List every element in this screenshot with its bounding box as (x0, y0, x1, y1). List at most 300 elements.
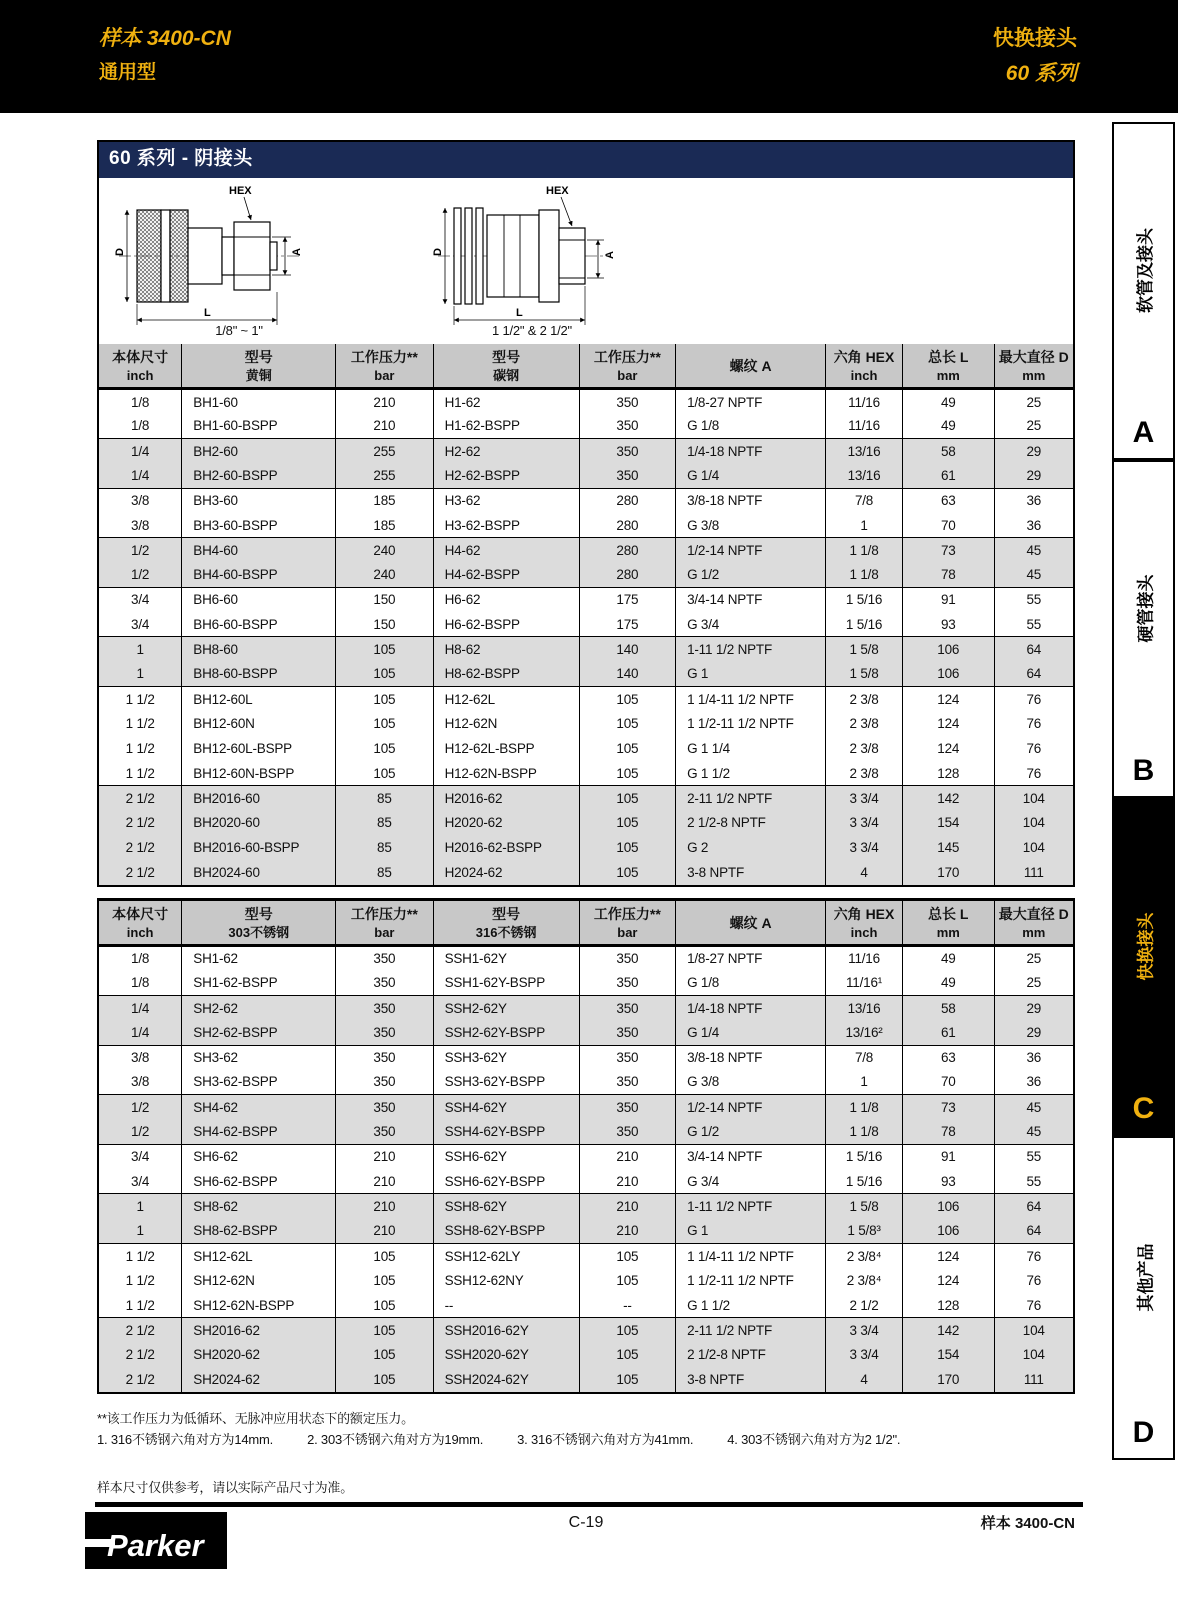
table-cell: 280 (579, 488, 675, 513)
table-cell: 106 (903, 1194, 995, 1219)
table-row (99, 860, 1073, 885)
table-cell: G 3/4 (676, 612, 826, 637)
table-cell: SSH6-62Y-BSPP (433, 1169, 579, 1194)
sidebar-tab-label: 快换接头 (1136, 912, 1155, 980)
footer-rule (95, 1502, 1083, 1507)
table-cell: 185 (336, 488, 433, 513)
table-cell: 36 (994, 1045, 1073, 1070)
table-cell: 25 (994, 946, 1073, 971)
table-cell: BH2024-60 (182, 860, 336, 885)
column-header: 六角 HEX inch (826, 344, 903, 389)
table-cell: 105 (336, 711, 433, 736)
table-cell: 105 (579, 1243, 675, 1268)
table-row (99, 786, 1073, 811)
column-header: 型号 黄铜 (182, 344, 336, 389)
table-cell: 63 (903, 488, 995, 513)
dim-label-l: L (204, 307, 211, 319)
table-cell: 11/16 (826, 389, 903, 414)
table-cell: 1/4-18 NPTF (676, 439, 826, 464)
footnotes (97, 1409, 1075, 1450)
dimension-disclaimer: 样本尺寸仅供参考，请以实际产品尺寸为准。 (97, 1480, 354, 1496)
table-cell: 105 (336, 637, 433, 662)
table-cell: 105 (579, 835, 675, 860)
table-cell: 1/8 (131, 951, 150, 967)
table-cell: H8-62-BSPP (433, 662, 579, 687)
table-cell: BH2-60-BSPP (182, 463, 336, 488)
table-cell: 350 (579, 1070, 675, 1095)
table-cell: 1/8 (131, 418, 150, 434)
page-content (97, 140, 1075, 1496)
table-cell: 105 (336, 1367, 433, 1392)
masthead-bar (0, 0, 1178, 113)
table-cell: 78 (903, 563, 995, 588)
table-row (99, 1144, 1073, 1169)
hex-label: HEX (229, 185, 252, 197)
table-cell: 142 (903, 1318, 995, 1343)
table-cell: BH2016-60 (182, 786, 336, 811)
table-cell: 3/8 (131, 1074, 150, 1090)
table-cell: 49 (903, 414, 995, 439)
table-cell: 1 1/4-11 1/2 NPTF (676, 687, 826, 712)
table-cell: 350 (336, 971, 433, 996)
dim-label-d: D (432, 248, 444, 256)
section-title: 60 系列 - 阴接头 (99, 142, 1073, 178)
table-cell: SSH2020-62Y (433, 1343, 579, 1368)
sidebar-tab-hose-fittings (1112, 122, 1175, 460)
table-cell: 36 (994, 1070, 1073, 1095)
table-cell: SSH4-62Y-BSPP (433, 1119, 579, 1144)
table-cell: SSH8-62Y (433, 1194, 579, 1219)
table-cell: 104 (994, 1318, 1073, 1343)
table-cell: 13/16² (826, 1020, 903, 1045)
table-cell: SSH3-62Y-BSPP (433, 1070, 579, 1095)
table-cell: SSH1-62Y-BSPP (433, 971, 579, 996)
table-cell: 61 (903, 463, 995, 488)
table-cell: H6-62 (433, 587, 579, 612)
footnote-4: 4. 303不锈钢六角对方为2 1/2". (727, 1432, 901, 1448)
table-cell: 73 (903, 538, 995, 563)
table-cell: SH2020-62 (182, 1343, 336, 1368)
table-cell: SSH2016-62Y (433, 1318, 579, 1343)
table-cell: 49 (903, 971, 995, 996)
table-cell: 76 (994, 736, 1073, 761)
table-cell: 25 (994, 414, 1073, 439)
table-cell: 1/2-14 NPTF (676, 1095, 826, 1120)
table-row (99, 513, 1073, 538)
table-cell: 210 (336, 1194, 433, 1219)
table-cell: 1 (136, 666, 144, 682)
table-cell: 58 (903, 439, 995, 464)
table-cell: 1/4 (99, 439, 182, 464)
table-cell: 29 (994, 463, 1073, 488)
column-header: 工作压力** bar (579, 901, 675, 946)
table-cell: 85 (336, 835, 433, 860)
catalog-subtitle: 通用型 (99, 62, 157, 83)
table-cell: 170 (903, 1367, 995, 1392)
table-cell: 350 (336, 946, 433, 971)
table-cell: G 1 1/2 (676, 761, 826, 786)
table-cell: SSH4-62Y (433, 1095, 579, 1120)
column-header: 最大直径 D mm (994, 344, 1073, 389)
table-row (99, 736, 1073, 761)
table-cell: 1/2-14 NPTF (676, 538, 826, 563)
table-cell: 1/2 (99, 538, 182, 563)
table-cell: 350 (336, 1119, 433, 1144)
table-cell: 1 1/2-11 1/2 NPTF (676, 1268, 826, 1293)
table-cell: 105 (336, 662, 433, 687)
pressure-footnote: **该工作压力为低循环、无脉冲应用状态下的额定压力。 (97, 1411, 414, 1427)
table-cell: 2 1/2 (125, 864, 155, 880)
numbered-footnotes (97, 1430, 1075, 1450)
table-cell: 3/8 (99, 488, 182, 513)
table-row (99, 662, 1073, 687)
table-cell: H4-62 (433, 538, 579, 563)
table-cell: 3 3/4 (826, 1343, 903, 1368)
table-cell: SSH1-62Y (433, 946, 579, 971)
table-row (99, 1318, 1073, 1343)
table-cell: 29 (994, 439, 1073, 464)
table-cell: SH4-62 (182, 1095, 336, 1120)
table-cell: 350 (579, 389, 675, 414)
table-cell: SH2024-62 (182, 1367, 336, 1392)
table-cell: 3/4-14 NPTF (676, 1144, 826, 1169)
column-header: 工作压力** bar (336, 344, 433, 389)
table-cell: SH6-62 (182, 1144, 336, 1169)
table-cell: 64 (994, 1194, 1073, 1219)
table-cell: 240 (336, 563, 433, 588)
table-cell: G 1/2 (676, 563, 826, 588)
table-cell: SH3-62 (182, 1045, 336, 1070)
table-cell: 29 (994, 995, 1073, 1020)
table-cell: 210 (579, 1194, 675, 1219)
table-cell: 210 (579, 1219, 675, 1244)
table-cell: 11/16 (826, 414, 903, 439)
table-cell: 124 (903, 687, 995, 712)
table-cell: 1 5/16 (826, 1144, 903, 1169)
table-cell: 1 1/2 (99, 1243, 182, 1268)
table-cell: 350 (579, 1095, 675, 1120)
table-cell: G 1/4 (676, 1020, 826, 1045)
table-cell: SH2-62 (182, 995, 336, 1020)
table-cell: 1 1/8 (826, 1095, 903, 1120)
table-cell: 76 (994, 1268, 1073, 1293)
table-cell: 105 (579, 687, 675, 712)
table-cell: 3/8-18 NPTF (676, 1045, 826, 1070)
table-cell: 2 1/2 (125, 1347, 155, 1363)
table-cell: 13/16 (826, 463, 903, 488)
table-cell: 73 (903, 1095, 995, 1120)
table-cell: 124 (903, 1268, 995, 1293)
table-cell: 1 (826, 513, 903, 538)
svg-text:Parker: Parker (107, 1528, 204, 1563)
table-cell: 2 3/8⁴ (826, 1243, 903, 1268)
sidebar-tab-tube-fittings (1112, 460, 1175, 798)
table-cell: 2 1/2 (125, 840, 155, 856)
table-row (99, 835, 1073, 860)
footnote-2: 2. 303不锈钢六角对方为19mm. (307, 1432, 484, 1448)
table-cell: BH2016-60-BSPP (182, 835, 336, 860)
column-header: 型号 316不锈钢 (433, 901, 579, 946)
sidebar-tab-letter: A (1132, 416, 1155, 449)
table-cell: 124 (903, 736, 995, 761)
table-cell: 76 (994, 711, 1073, 736)
table-cell: 49 (903, 946, 995, 971)
stainless-steel-table (99, 901, 1073, 1392)
table-cell: H2020-62 (433, 810, 579, 835)
table-cell: 58 (903, 995, 995, 1020)
table-cell: 3-8 NPTF (676, 860, 826, 885)
sidebar-tab-label: 其他产品 (1136, 1243, 1155, 1311)
table-cell: 1 1/2 (99, 687, 182, 712)
table-row (99, 414, 1073, 439)
table-cell: 78 (903, 1119, 995, 1144)
table-cell: 1 1/2 (125, 740, 155, 756)
sidebar-tab-quick-couplings-active (1112, 798, 1175, 1136)
table-row (99, 1119, 1073, 1144)
table-cell: 128 (903, 1293, 995, 1318)
table-cell: SH2-62-BSPP (182, 1020, 336, 1045)
table-row (99, 1343, 1073, 1368)
table-cell: BH6-60 (182, 587, 336, 612)
table-cell: H2016-62-BSPP (433, 835, 579, 860)
table-cell: G 1 (676, 662, 826, 687)
table-cell: BH12-60L-BSPP (182, 736, 336, 761)
table-cell: 350 (579, 439, 675, 464)
table-cell: 64 (994, 1219, 1073, 1244)
table-cell: 63 (903, 1045, 995, 1070)
table-cell: SH4-62-BSPP (182, 1119, 336, 1144)
table-cell: 210 (336, 389, 433, 414)
drawing-caption-large: 1 1/2" & 2 1/2" (492, 323, 572, 338)
table-cell: SH1-62 (182, 946, 336, 971)
table-cell: 11/16¹ (826, 971, 903, 996)
table-cell: 280 (579, 538, 675, 563)
masthead-right (993, 22, 1077, 87)
table-row (99, 1045, 1073, 1070)
table-cell: SH12-62N (182, 1268, 336, 1293)
table-cell: 105 (336, 761, 433, 786)
table-cell: 350 (336, 1020, 433, 1045)
table-cell: 106 (903, 1219, 995, 1244)
table-cell: 3-8 NPTF (676, 1367, 826, 1392)
table-cell: 1 (826, 1070, 903, 1095)
table-cell: 55 (994, 1144, 1073, 1169)
table-cell: BH12-60N (182, 711, 336, 736)
table-cell: 1 1/2 (125, 1273, 155, 1289)
table-row (99, 687, 1073, 712)
table-cell: 1/8-27 NPTF (676, 946, 826, 971)
table-cell: 7/8 (826, 1045, 903, 1070)
table-cell: 1/8-27 NPTF (676, 389, 826, 414)
table-row (99, 637, 1073, 662)
table-cell: 91 (903, 1144, 995, 1169)
coupling-drawing-large (432, 182, 652, 332)
table-cell: 45 (994, 1095, 1073, 1120)
table-cell: 1-11 1/2 NPTF (676, 637, 826, 662)
hex-label: HEX (546, 185, 569, 197)
table-cell: 3 3/4 (826, 810, 903, 835)
column-header: 型号 303不锈钢 (182, 901, 336, 946)
table-cell: H4-62-BSPP (433, 563, 579, 588)
table-cell: 170 (903, 860, 995, 885)
table-cell: 185 (336, 513, 433, 538)
table-cell: SSH2-62Y (433, 995, 579, 1020)
table-cell: 105 (579, 786, 675, 811)
table-cell: 145 (903, 835, 995, 860)
table-cell: 240 (336, 538, 433, 563)
table-cell: 36 (994, 513, 1073, 538)
table-cell: 150 (336, 612, 433, 637)
series-section (97, 140, 1075, 887)
table-cell: 64 (994, 662, 1073, 687)
table-row (99, 1243, 1073, 1268)
table-cell: SSH6-62Y (433, 1144, 579, 1169)
table-cell: 105 (336, 736, 433, 761)
table-cell: 1 5/8 (826, 1194, 903, 1219)
table-cell: 2 3/8 (826, 711, 903, 736)
table-cell: 104 (994, 786, 1073, 811)
table-cell: H12-62L-BSPP (433, 736, 579, 761)
table-cell: 350 (336, 1045, 433, 1070)
table-cell: 2 1/2 (826, 1293, 903, 1318)
table-row (99, 1219, 1073, 1244)
table-cell: 350 (336, 1095, 433, 1120)
table-cell: 105 (579, 1367, 675, 1392)
table-cell: 154 (903, 1343, 995, 1368)
table-cell: 45 (994, 1119, 1073, 1144)
table-cell: 25 (994, 389, 1073, 414)
column-header: 六角 HEX inch (826, 901, 903, 946)
table-cell: 2 1/2 (99, 786, 182, 811)
table-cell: 210 (336, 1144, 433, 1169)
table-cell: 154 (903, 810, 995, 835)
table-row (99, 1070, 1073, 1095)
table-cell: SH6-62-BSPP (182, 1169, 336, 1194)
table-header (99, 344, 1073, 389)
table-cell: 175 (579, 612, 675, 637)
table-cell: H8-62 (433, 637, 579, 662)
table-cell: 1 (99, 637, 182, 662)
table-cell: 1 1/8 (826, 1119, 903, 1144)
table-cell: -- (579, 1293, 675, 1318)
table-cell: BH3-60 (182, 488, 336, 513)
table-cell: 3/4 (99, 587, 182, 612)
table-cell: H12-62N (433, 711, 579, 736)
table-cell: 70 (903, 513, 995, 538)
table-cell: 3 3/4 (826, 786, 903, 811)
table-cell: 1 5/16 (826, 587, 903, 612)
table-cell: SH8-62-BSPP (182, 1219, 336, 1244)
table-cell: G 3/8 (676, 1070, 826, 1095)
table-cell: 105 (336, 1343, 433, 1368)
table-cell: 25 (994, 971, 1073, 996)
table-row (99, 1268, 1073, 1293)
table-cell: BH8-60 (182, 637, 336, 662)
table-cell: H3-62 (433, 488, 579, 513)
table-cell: 1/4 (131, 467, 150, 483)
table-cell: 3/8 (99, 1045, 182, 1070)
table-row (99, 538, 1073, 563)
table-cell: 2 1/2 (99, 1318, 182, 1343)
table-cell: 7/8 (826, 488, 903, 513)
dim-label-a: A (604, 251, 616, 259)
table-cell: 91 (903, 587, 995, 612)
table-cell: 105 (336, 1318, 433, 1343)
table-cell: 3/8-18 NPTF (676, 488, 826, 513)
brass-carbon-steel-table (99, 344, 1073, 885)
table-cell: 1/4 (99, 995, 182, 1020)
table-cell: 105 (336, 1268, 433, 1293)
dim-label-d: D (114, 248, 126, 256)
table-cell: 210 (336, 414, 433, 439)
column-header: 总长 L mm (903, 344, 995, 389)
table-cell: 210 (336, 1169, 433, 1194)
table-row (99, 810, 1073, 835)
table-cell: 2-11 1/2 NPTF (676, 1318, 826, 1343)
column-header: 螺纹 A (676, 901, 826, 946)
table-cell: SH2016-62 (182, 1318, 336, 1343)
table-cell: 55 (994, 1169, 1073, 1194)
table-cell: 85 (336, 810, 433, 835)
table-row (99, 995, 1073, 1020)
table-cell: BH2020-60 (182, 810, 336, 835)
table-row (99, 971, 1073, 996)
table-cell: H1-62 (433, 389, 579, 414)
table-cell: SH3-62-BSPP (182, 1070, 336, 1095)
table-cell: 3/8 (131, 517, 150, 533)
table-cell: 175 (579, 587, 675, 612)
table-cell: SH1-62-BSPP (182, 971, 336, 996)
table-cell: G 2 (676, 835, 826, 860)
table-cell: 1 (99, 1194, 182, 1219)
table-cell: H2024-62 (433, 860, 579, 885)
table-cell: 2 1/2-8 NPTF (676, 810, 826, 835)
table-cell: 3 3/4 (826, 835, 903, 860)
table-row (99, 1095, 1073, 1120)
column-header: 工作压力** bar (336, 901, 433, 946)
table-cell: 1 1/8 (826, 538, 903, 563)
table-cell: 210 (579, 1169, 675, 1194)
dim-label-a: A (291, 248, 303, 256)
catalog-reference: 样本 3400-CN (980, 1515, 1075, 1532)
table-cell: 280 (579, 513, 675, 538)
table-cell: 1 1/2 (125, 765, 155, 781)
table-cell: 124 (903, 1243, 995, 1268)
table-cell: 55 (994, 612, 1073, 637)
table-row (99, 1367, 1073, 1392)
table-cell: 3/4 (99, 1144, 182, 1169)
table-cell: G 1/8 (676, 414, 826, 439)
catalog-title: 样本 3400-CN (99, 27, 231, 50)
table-cell: 106 (903, 662, 995, 687)
stainless-section (97, 898, 1075, 1394)
table-cell: H3-62-BSPP (433, 513, 579, 538)
footnote-1: 1. 316不锈钢六角对方为14mm. (97, 1432, 274, 1448)
masthead-left (99, 22, 231, 84)
table-cell: 2 1/2 (125, 1372, 155, 1388)
sidebar-tab-label: 硬管接头 (1136, 574, 1155, 642)
table-row (99, 563, 1073, 588)
table-cell: G 1 (676, 1219, 826, 1244)
table-cell: 255 (336, 439, 433, 464)
table-cell: 76 (994, 761, 1073, 786)
table-cell: 111 (994, 1367, 1073, 1392)
column-header: 总长 L mm (903, 901, 995, 946)
table-cell: H2-62 (433, 439, 579, 464)
table-cell: 3/4 (131, 1173, 150, 1189)
sidebar-tab-other-products (1112, 1136, 1175, 1460)
table-cell: BH12-60L (182, 687, 336, 712)
